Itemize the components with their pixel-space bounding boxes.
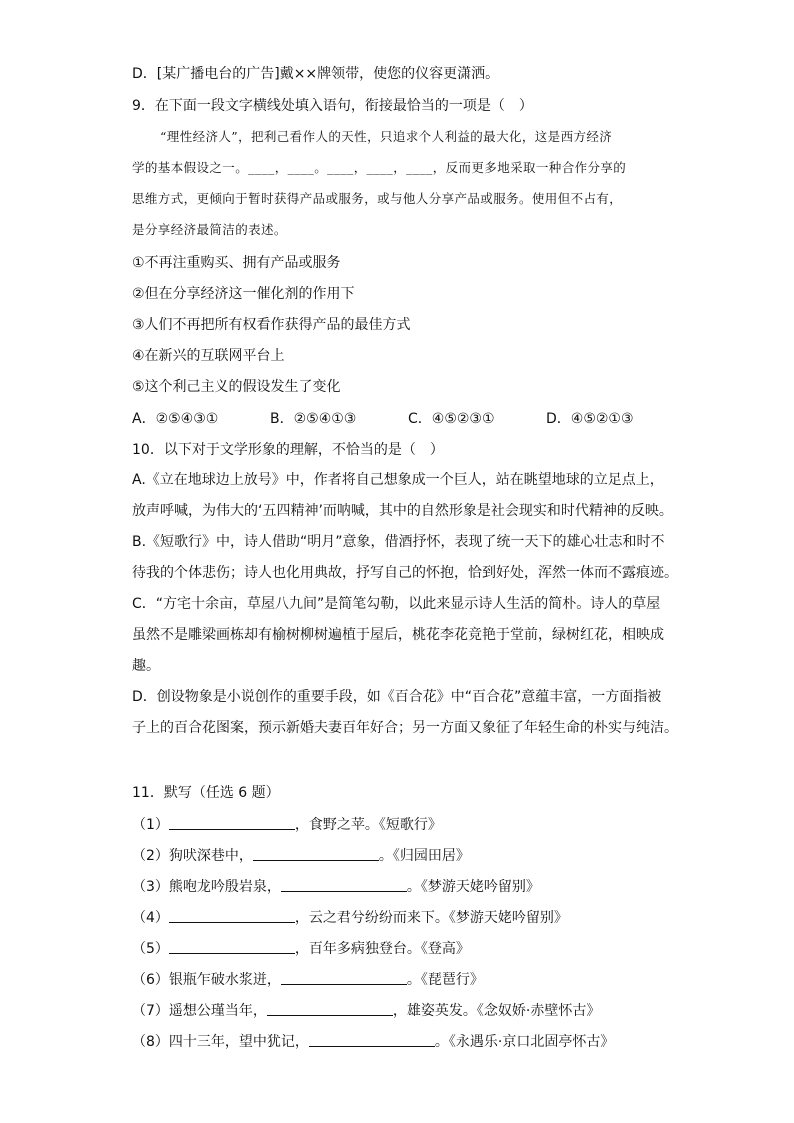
q9-item-3: ③人们不再把所有权看作获得产品的最佳方式	[132, 317, 411, 333]
answer-blank[interactable]	[267, 1001, 393, 1016]
q10-option-b-line: B.《短歌行》中，诗人借助“明月”意象，借酒抒怀，表现了统一天下的雄心壮志和时不	[132, 534, 665, 550]
q11-item-1	[132, 815, 442, 835]
item-text: ，雄姿英发。《念奴娇·赤壁怀古》	[392, 1003, 601, 1019]
q11-item-2	[132, 846, 470, 866]
q10-option-a-line: A.《立在地球边上放号》中，作者将自己想象成一个巨人，站在眺望地球的立足点上，	[132, 472, 664, 488]
passage-line: 是分享经济最简洁的表述。	[132, 222, 287, 237]
item-text: 。《归园田居》	[378, 848, 470, 864]
item-text: ，百年多病独登台。《登高》	[294, 941, 470, 957]
q10-option-b-line: 待我的个体悲伤；诗人也化用典故，抒写自己的怀抱，恰到好处，浑然一体而不露痕迹。	[132, 565, 678, 581]
q10-option-c-line: 趣。	[132, 658, 160, 674]
passage-line: 思维方式，更倾向于暂时获得产品或服务，或与他人分享产品或服务。使用但不占有，	[132, 191, 623, 206]
item-text: 狗吠深巷中，	[168, 848, 253, 864]
q9-option-a[interactable]: A．②⑤④③①	[132, 411, 219, 427]
q10-option-d-line: 子上的百合花图案，预示新婚夫妻百年好合；另一方面又象征了年轻生命的朴实与纯洁。	[132, 720, 678, 736]
answer-blank[interactable]	[169, 815, 295, 830]
item-text: 。《永遇乐·京口北固亭怀古》	[434, 1034, 615, 1050]
q11-item-4	[132, 908, 568, 928]
q9-item-5: ⑤这个利己主义的假设发生了变化	[132, 379, 341, 395]
item-text: 遥想公瑾当年，	[168, 1003, 267, 1019]
item-number: （4）	[132, 910, 169, 926]
q9-option-b[interactable]: B．②⑤④①③	[270, 411, 357, 427]
answer-blank[interactable]	[309, 1032, 435, 1047]
q9-options	[132, 409, 672, 429]
item-text: 四十三年，望中犹记，	[168, 1034, 309, 1050]
q11-item-6	[132, 970, 484, 990]
passage-line: “理性经济人”，把利己看作人的天性，只追求个人利益的最大化，这是西方经济	[160, 129, 613, 144]
passage-line: 学的基本假设之一。____，____。____，____，____，反而更多地采取一种合作分享的	[132, 160, 627, 175]
q9-item-2: ②但在分享经济这一催化剂的作用下	[132, 286, 355, 302]
answer-blank[interactable]	[169, 939, 295, 954]
answer-blank[interactable]	[253, 846, 379, 861]
item-number: （2）	[132, 848, 169, 864]
item-number: （1）	[132, 817, 169, 833]
item-text: 熊咆龙吟殷岩泉，	[168, 879, 281, 895]
q11-item-7	[132, 1001, 600, 1021]
q9-item-1: ①不再注重购买、拥有产品或服务	[132, 255, 341, 271]
item-text: 。《梦游天姥吟留别》	[406, 879, 540, 895]
q8-option-d: D．[某广播电台的广告]戴××牌领带，使您的仪容更潇洒。	[132, 66, 500, 82]
q10-options	[132, 465, 678, 744]
q10-option-c-line: 虽然不是雕梁画栋却有榆树柳树遍植于屋后，桃花李花竞艳于堂前，绿树红花，相映成	[132, 627, 664, 643]
item-number: （8）	[132, 1034, 169, 1050]
q10-option-d-line: D．创设物象是小说创作的重要手段，如《百合花》中“百合花”意蕴丰富，一方面指被	[132, 689, 662, 705]
q9-option-d[interactable]: D．④⑤②①③	[546, 411, 634, 427]
q9-stem: 9．在下面一段文字横线处填入语句，衔接最恰当的一项是（ ）	[132, 98, 533, 114]
q10-option-c-line: C．“方宅十余亩，草屋八九间”是简笔勾勒，以此来显示诗人生活的简朴。诗人的草屋	[132, 596, 661, 612]
item-text: 。《琵琶行》	[406, 972, 484, 988]
item-text: ，食野之苹。《短歌行》	[294, 817, 442, 833]
q11-stem: 11．默写（任选 6 题）	[132, 785, 280, 801]
answer-blank[interactable]	[281, 877, 407, 892]
q11-item-3	[132, 877, 540, 897]
q9-option-c[interactable]: C．④⑤②③①	[408, 411, 495, 427]
answer-blank[interactable]	[169, 908, 295, 923]
q9-passage	[132, 121, 662, 245]
item-text: ，云之君兮纷纷而来下。《梦游天姥吟留别》	[294, 910, 568, 926]
q10-option-a-line: 放声呼喊，为伟大的‘五四精神’而呐喊，其中的自然形象是社会现实和时代精神的反映。	[132, 503, 673, 519]
answer-blank[interactable]	[281, 970, 407, 985]
item-number: （3）	[132, 879, 169, 895]
item-number: （5）	[132, 941, 169, 957]
q9-item-4: ④在新兴的互联网平台上	[132, 348, 285, 364]
q11-item-5	[132, 939, 470, 959]
item-number: （7）	[132, 1003, 169, 1019]
item-number: （6）	[132, 972, 169, 988]
q11-item-8	[132, 1032, 614, 1052]
q10-stem: 10．以下对于文学形象的理解，不恰当的是（ ）	[132, 442, 444, 458]
item-text: 银瓶乍破水浆迸，	[168, 972, 281, 988]
